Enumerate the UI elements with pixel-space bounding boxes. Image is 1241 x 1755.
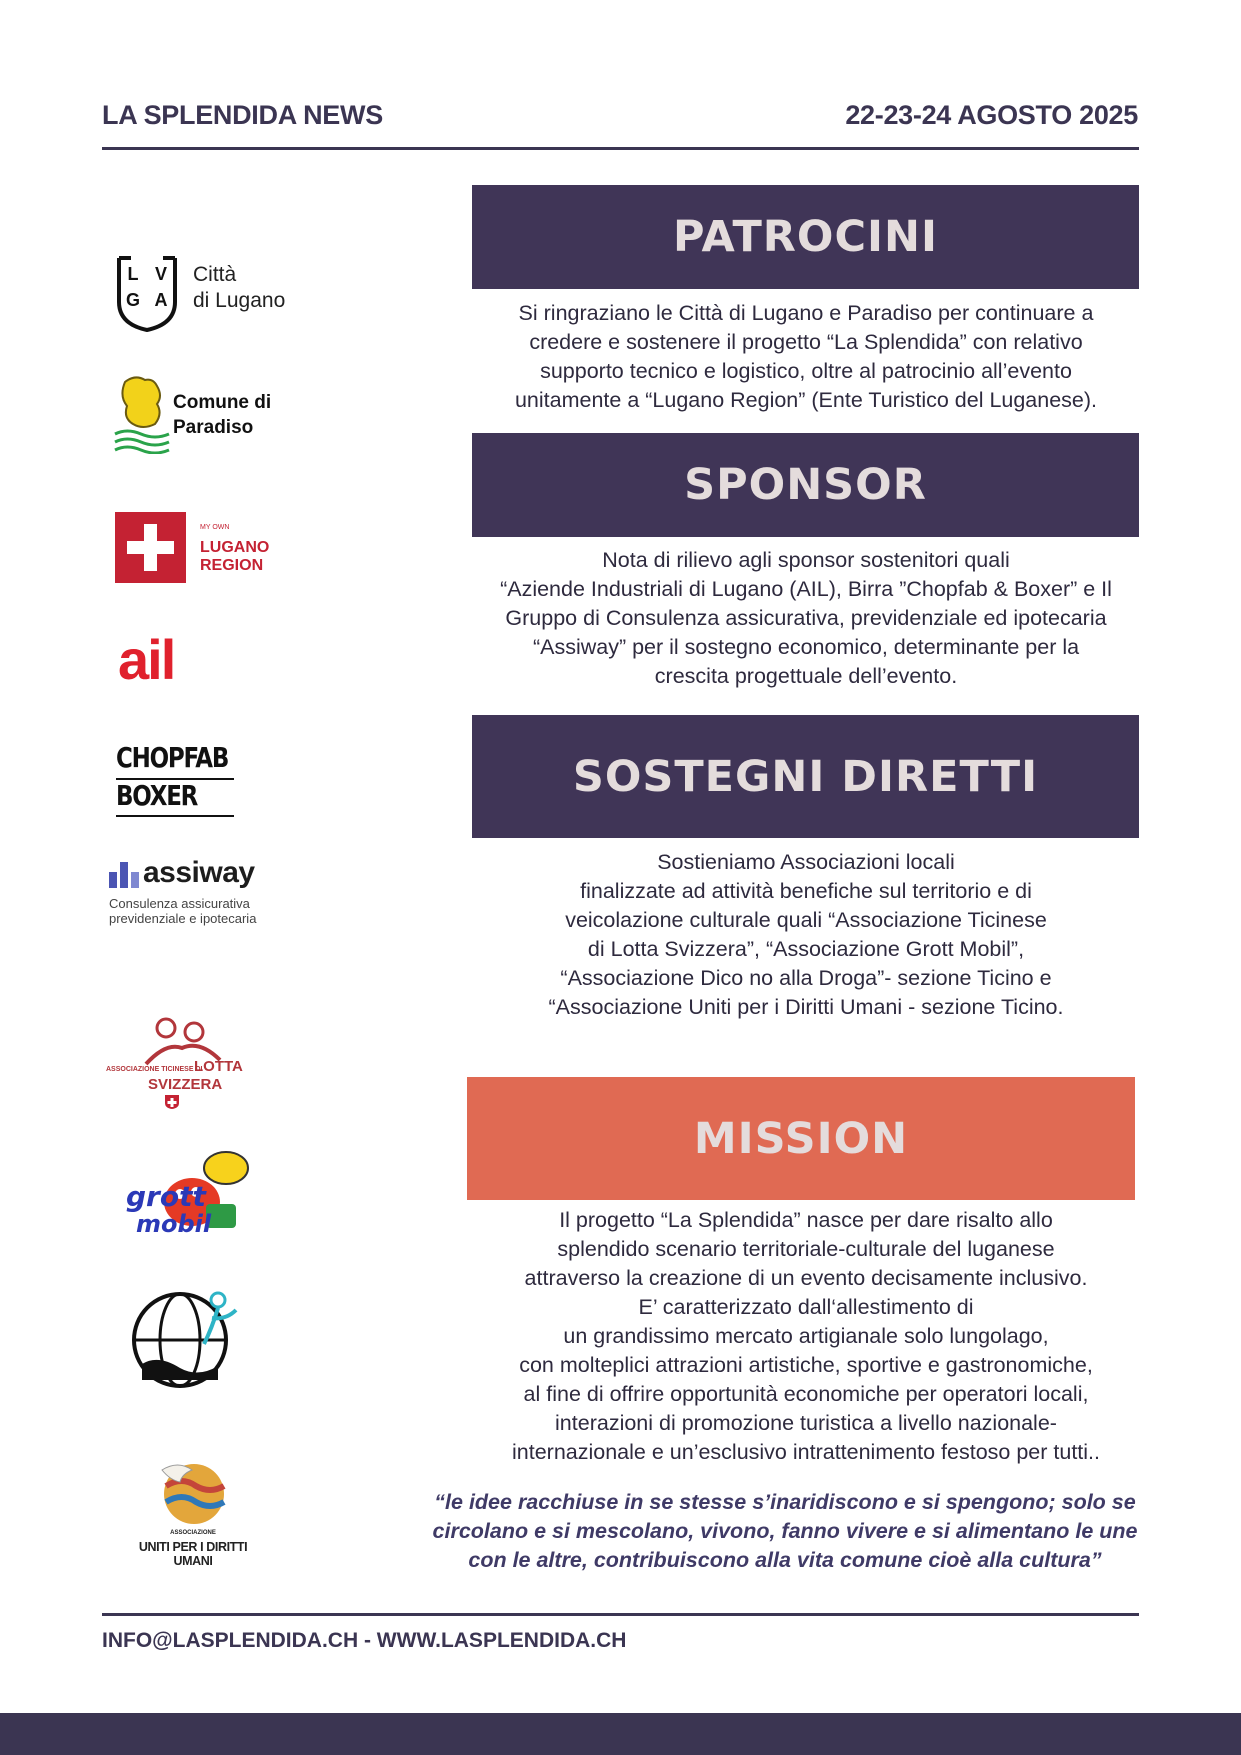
grott-mobil-logo bbox=[122, 1148, 254, 1240]
citta-di-lugano-logo bbox=[115, 254, 305, 336]
lugano-logo-text: Città di Lugano bbox=[193, 263, 286, 312]
sponsor-body: Nota di rilievo agli sponsor sostenitori quali “Aziende Industriali di Lugano (AIL), Birra ”Chopfab & Boxer” e Il Gruppo di Consulenza assicurativa, previdenziale ed ipotecaria “Assiway” per il sostegno economico, determinante per la crescita progettuale dell’evento. bbox=[500, 548, 1112, 688]
dove-globe-icon bbox=[152, 1456, 236, 1526]
assiway-logo bbox=[109, 856, 279, 926]
sponsor-heading: SPONSOR bbox=[472, 433, 1139, 537]
lvga-letter: V bbox=[154, 264, 168, 284]
paradiso-logo-text: Comune di Paradiso bbox=[173, 392, 272, 438]
footer-bar bbox=[0, 1713, 1241, 1755]
grott-mobil-mascot-icon bbox=[122, 1148, 254, 1240]
lotta-text: LOTTA bbox=[194, 1058, 243, 1075]
newsletter-title: LA SPLENDIDA NEWS bbox=[102, 100, 383, 130]
lvga-shield-icon bbox=[115, 254, 179, 332]
lugano-region-logo bbox=[115, 512, 285, 584]
assiway-name: assiway bbox=[143, 856, 255, 889]
svizzera-text: SVIZZERA bbox=[148, 1076, 223, 1093]
chopfab-text: CHOPFAB bbox=[116, 741, 229, 774]
patrocini-body: Si ringraziano le Città di Lugano e Paradiso per continuare a credere e sostenere il progetto “La Splendida” con relativo supporto tecnico e logistico, oltre al patrocinio all’evento unitamente a “Lugano Region” (Ente Turistico del Luganese). bbox=[514, 301, 1098, 412]
sostegni-diretti-heading: SOSTEGNI DIRETTI bbox=[472, 715, 1139, 838]
mobil-text: mobil bbox=[136, 1210, 212, 1238]
mission-body: Il progetto “La Splendida” nasce per dare risalto allo splendido scenario territoriale-culturale del luganese attraverso la creazione di un evento decisamente inclusivo. E’ caratterizzato dall‘allestimento di un grandissimo mercato artigianale solo lungolago, con molteplici attrazioni artistiche, sportive e gastronomiche, al fine di offrire opportunità economiche per operatori locali, interazioni di promozione turistica a livello nazionale- internazionale e un’esclusivo intrattenimento festoso per tutti.. bbox=[512, 1208, 1100, 1464]
uniti-diritti-umani-logo bbox=[124, 1456, 262, 1568]
assiway-subtitle: Consulenza assicurativa previdenziale e ipotecaria bbox=[109, 896, 257, 926]
footer-divider bbox=[102, 1613, 1139, 1616]
mission-quote: “le idee racchiuse in se stesse s’inaridiscono e si spengono; solo se circolano e si mescolano, vivono, fanno vivere e si alimentano le une con le altre, contribuiscono alla vita comune cioè alla cultura” bbox=[432, 1490, 1138, 1572]
header-divider bbox=[102, 147, 1139, 150]
boxer-text: BOXER bbox=[116, 779, 198, 812]
globe-figure-icon bbox=[128, 1284, 246, 1408]
event-dates: 22-23-24 AGOSTO 2025 bbox=[845, 100, 1138, 130]
sostegni-diretti-body: Sostieniamo Associazioni locali finalizzate ad attività benefiche sul territorio e di veicolazione culturale quali “Associazione Ticinese di Lotta Svizzera”, “Associazione Grott Mobil”, “Associazione Dico no alla Droga”- sezione Ticino e “Associazione Uniti per i Diritti Umani - sezione Ticino. bbox=[548, 850, 1064, 1019]
lugano-region-text: LUGANO REGION bbox=[200, 539, 270, 574]
assiway-mark-icon bbox=[109, 860, 139, 888]
swiss-shield-icon bbox=[164, 1094, 180, 1110]
lugano-region-tagline: MY OWN bbox=[200, 524, 230, 531]
ail-logo: ail bbox=[118, 628, 175, 691]
lvga-letter: L bbox=[127, 264, 139, 284]
umani-text: UNITI PER I DIRITTI UMANI bbox=[138, 1540, 248, 1568]
grott-text: grott bbox=[126, 1180, 206, 1213]
chopfab-boxer-logo bbox=[116, 742, 236, 812]
lvga-letter: G bbox=[125, 290, 141, 310]
dico-no-alla-droga-logo bbox=[128, 1284, 246, 1408]
patrocini-heading: PATROCINI bbox=[472, 185, 1139, 289]
lotta-small-text: ASSOCIAZIONE TICINESE DI bbox=[106, 1066, 203, 1073]
comune-di-paradiso-logo bbox=[113, 372, 293, 454]
chopfab-underline bbox=[116, 815, 234, 817]
lvga-letter: A bbox=[154, 290, 168, 310]
umani-small-text: ASSOCIAZIONE bbox=[170, 1530, 216, 1536]
paradiso-lion-icon bbox=[113, 372, 171, 454]
swiss-cross-icon bbox=[115, 512, 186, 583]
mission-heading: MISSION bbox=[467, 1077, 1135, 1200]
lotta-svizzera-logo bbox=[106, 1014, 242, 1110]
contact-info: INFO@LASPLENDIDA.CH - WWW.LASPLENDIDA.CH bbox=[102, 1629, 627, 1652]
